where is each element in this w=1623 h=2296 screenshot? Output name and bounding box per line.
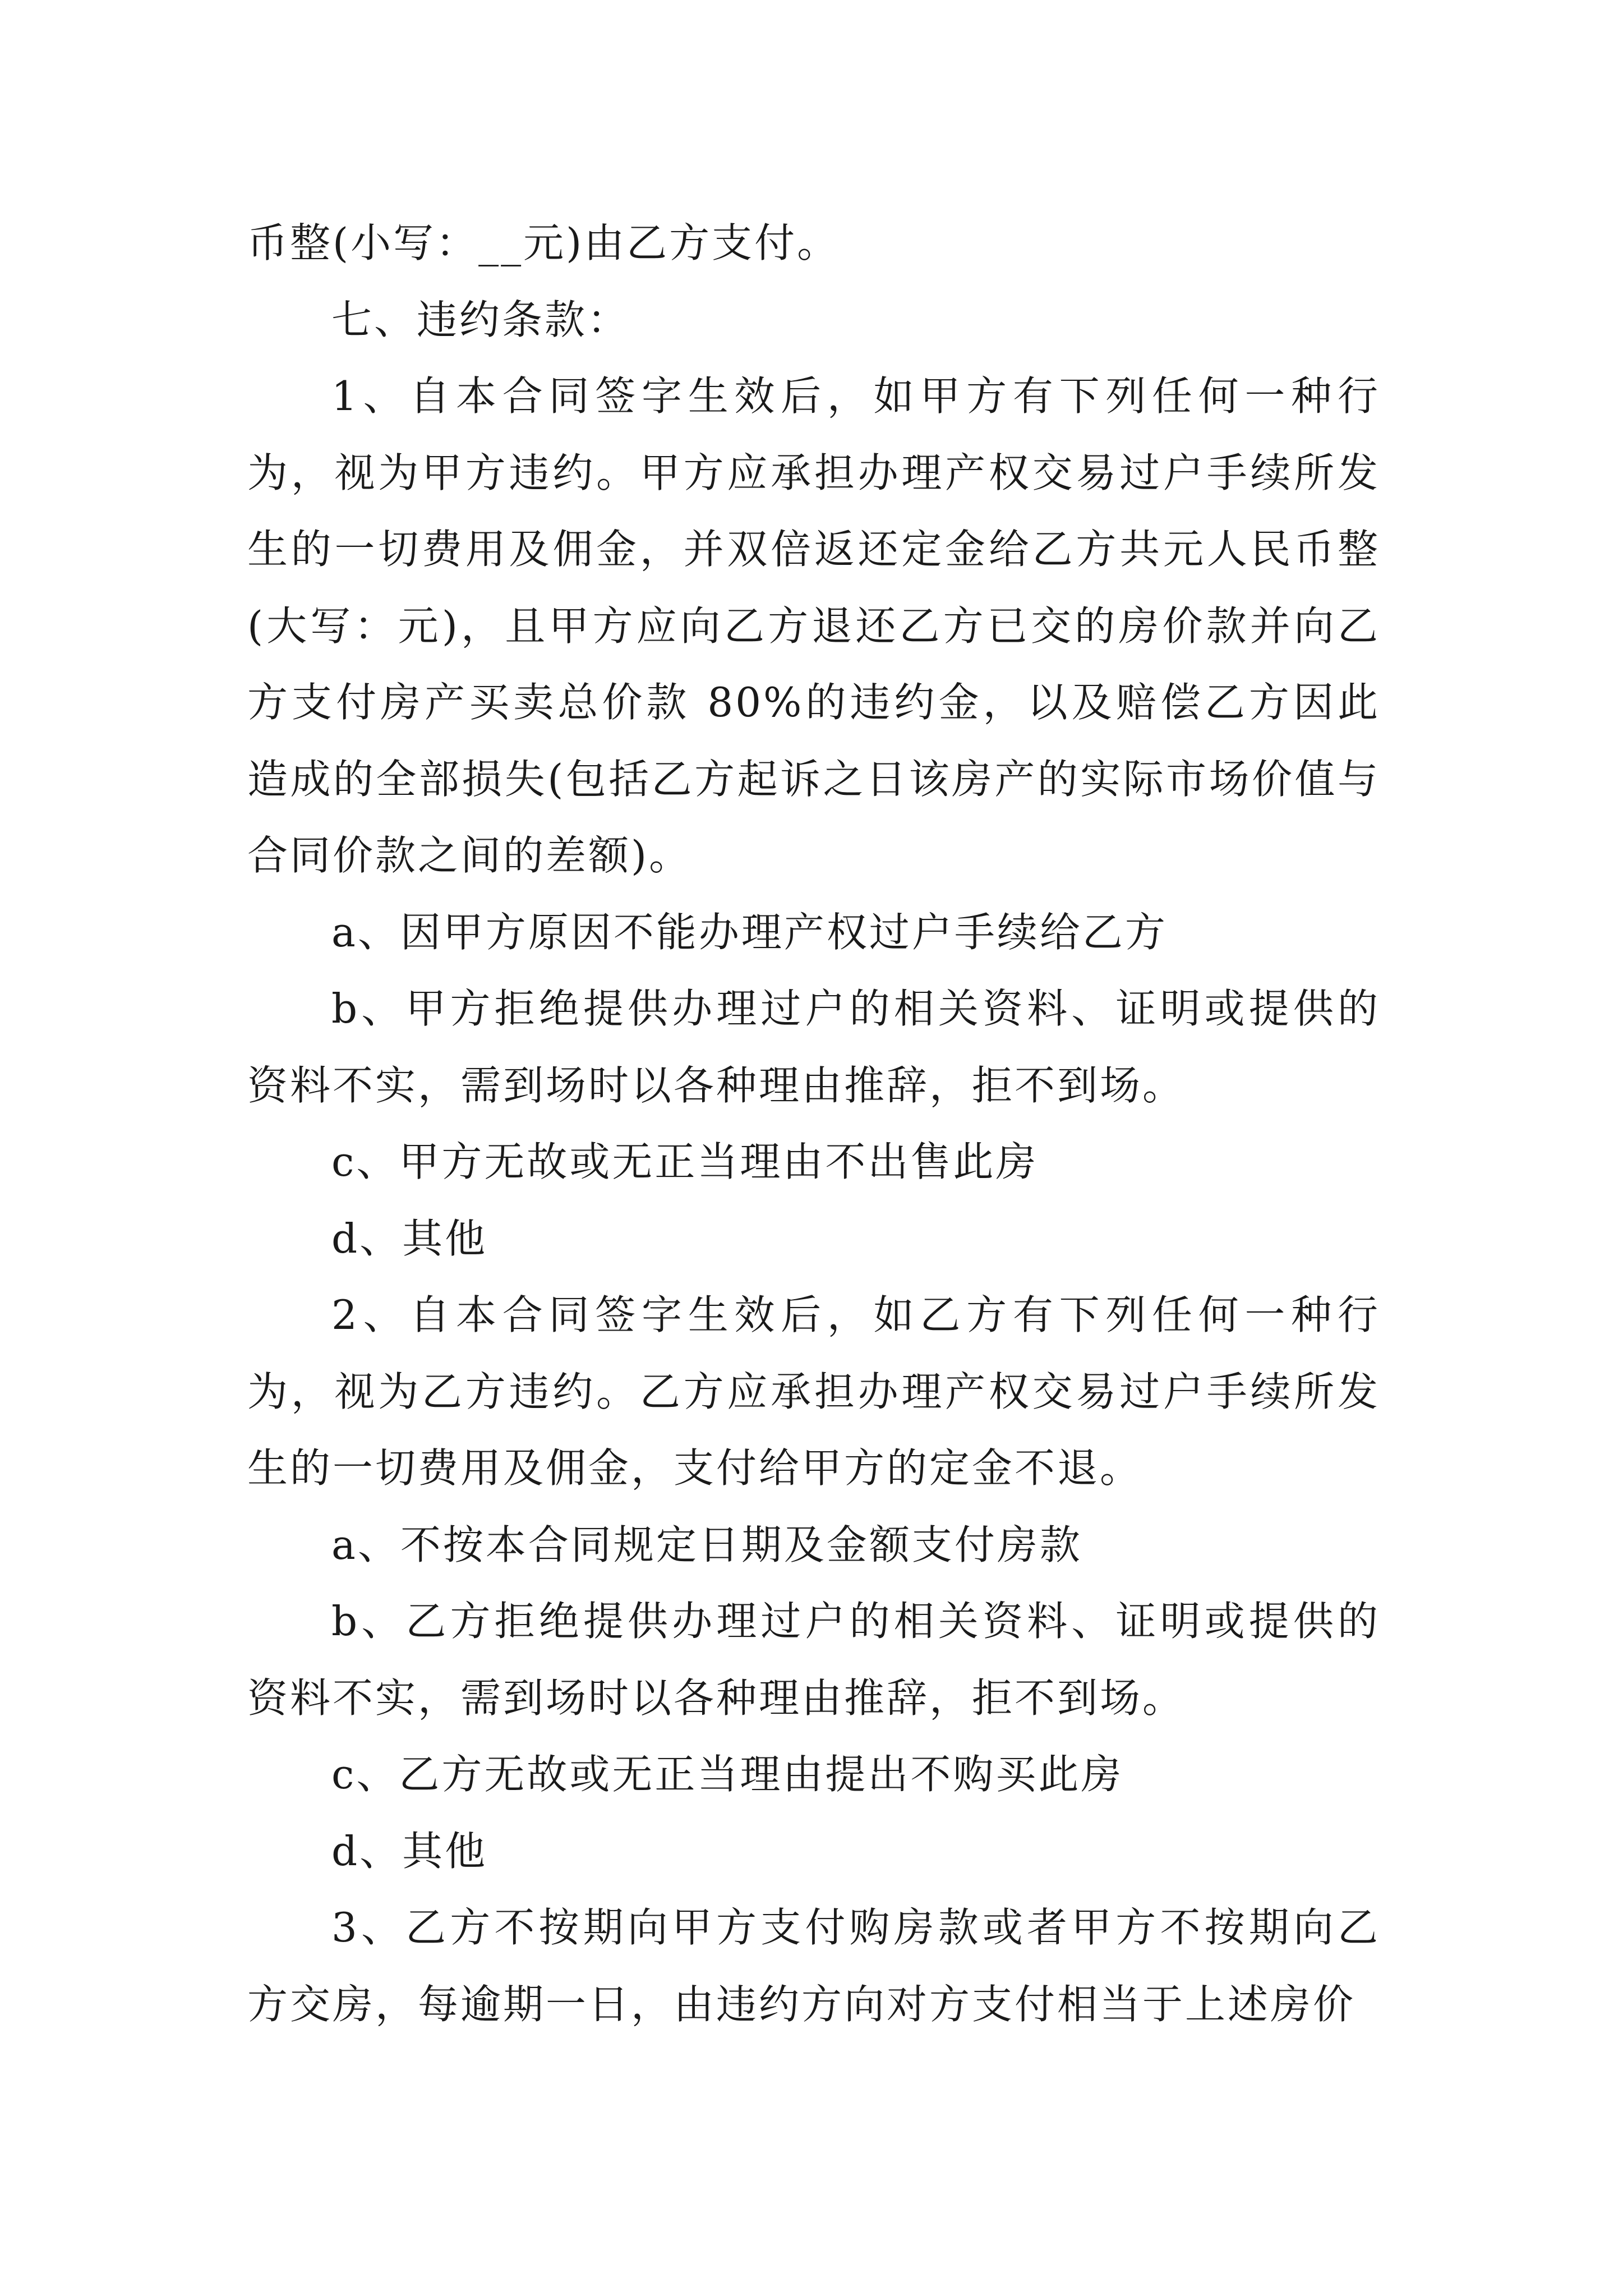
clause-2-item-a: a、不按本合同规定日期及金额支付房款 xyxy=(331,1521,1082,1568)
document-body xyxy=(247,205,1380,2042)
clause-1-item-c: c、甲方无故或无正当理由不出售此房 xyxy=(331,1138,1039,1185)
section-heading-breach-terms: 七、违约条款： xyxy=(331,296,630,343)
clause-1-seller-breach: 1、自本合同签字生效后，如甲方有下列任何一种行为，视为甲方违约。甲方应承担办理产权交易过户手续所发生的一切费用及佣金，并双倍返还定金给乙方共元人民币整(大写：元)，且甲方应向乙方退还乙方已交的房价款并向乙方支付房产买卖总价款 80%的违约金，以及赔偿乙方因此造成的全部损失(包括乙方起诉之日该房产的实际市场价值与合同价款之间的差额)。 xyxy=(247,372,1380,879)
paragraph-payment-continuation: 币整(小写：__元)由乙方支付。 xyxy=(247,219,840,266)
clause-2-buyer-breach: 2、自本合同签字生效后，如乙方有下列任何一种行为，视为乙方违约。乙方应承担办理产权交易过户手续所发生的一切费用及佣金，支付给甲方的定金不退。 xyxy=(247,1291,1380,1492)
clause-3-late-payment: 3、乙方不按期向甲方支付购房款或者甲方不按期向乙方交房，每逾期一日，由违约方向对方支付相当于上述房价 xyxy=(247,1904,1380,2028)
clause-2-item-b: b、乙方拒绝提供办理过户的相关资料、证明或提供的资料不实，需到场时以各种理由推辞，拒不到场。 xyxy=(247,1598,1380,1722)
clause-1-item-a: a、因甲方原因不能办理产权过户手续给乙方 xyxy=(331,908,1168,956)
clause-2-item-c: c、乙方无故或无正当理由提出不购买此房 xyxy=(331,1751,1124,1798)
clause-2-item-d: d、其他 xyxy=(331,1827,488,1875)
clause-1-item-b: b、甲方拒绝提供办理过户的相关资料、证明或提供的资料不实，需到场时以各种理由推辞，拒不到场。 xyxy=(247,985,1380,1109)
clause-1-item-d: d、其他 xyxy=(331,1214,488,1262)
